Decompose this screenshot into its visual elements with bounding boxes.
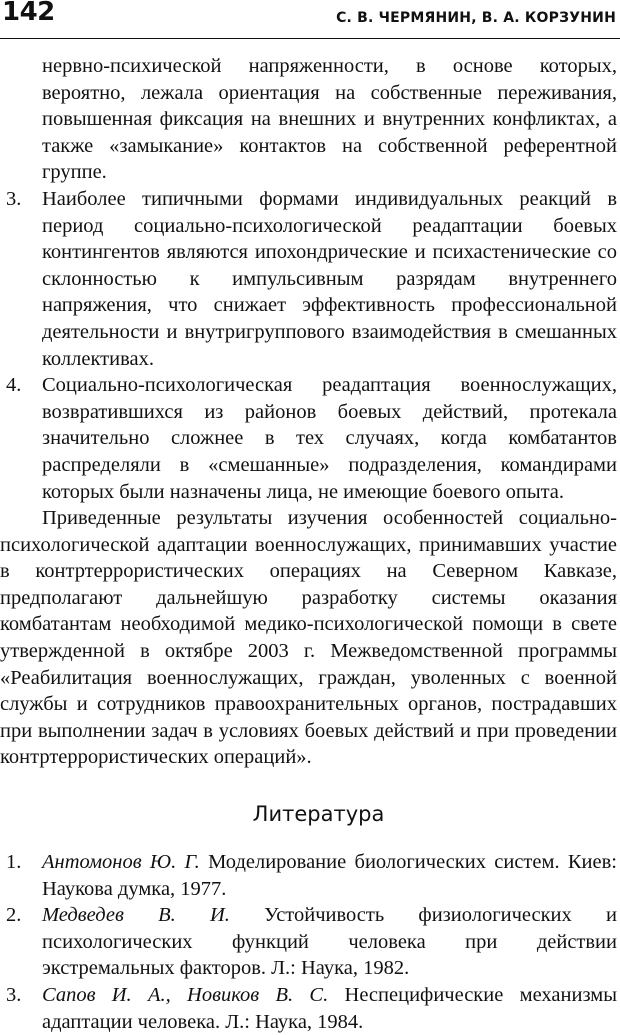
reference-number: 3. (6, 984, 22, 1006)
running-head: С. В. ЧЕРМЯНИН, В. А. КОРЗУНИН (336, 10, 616, 26)
continuation-paragraph: нервно-психической напряженности, в основе которых, вероятно, лежала ориентация на собственные переживания, повышенная фиксация на внешних и внутренних конфликтах, а также «замыкание» контактов на собственной референтной группе. (42, 55, 617, 184)
page-body (0, 53, 617, 1035)
reference-number: 2. (6, 904, 22, 927)
reference-item (0, 849, 617, 902)
list-item-number: 3. (6, 187, 22, 210)
list-item-text: Наиболее типичными формами индивидуальных реакций в период социально-психологической реадаптации боевых контингентов являются ипохондрические и психастенические со склонностью к импульсивным разрядам внутреннего напряжения, что снижает эффективность профессиональной деятельности и внутригруппового взаимодействия в смешанных коллективах. (42, 187, 617, 370)
references-title: Литература (252, 802, 385, 827)
list-item-number: 4. (6, 374, 22, 397)
reference-item (0, 982, 617, 1035)
reference-author: Медведев В. И. (42, 904, 230, 927)
reference-author: Сапов И. А., Новиков В. С. (42, 984, 329, 1006)
list-item (0, 372, 617, 505)
reference-text: Неспецифические механизмы адаптации человека. Л.: Наука, 1984. (42, 984, 618, 1033)
reference-number: 1. (6, 851, 22, 874)
page-header (0, 0, 620, 39)
conclusion-paragraph: Приведенные результаты изучения особенностей социально-психологической адаптации военнослужащих, принимавших участие в контртеррористических операциях на Северном Кавказе, предполагают дальнейшую разработку системы оказания комбатантам необходимой медико-психологической помощи в свете утвержденной в октябре 2003 г. Межведомственной программы «Реабилитация военнослужащих, граждан, уволенных с военной службы и сотрудников правоохранительных органов, пострадавших при выполнении задач в условиях боевых действий и при проведении контртеррористических операций». (0, 507, 617, 769)
list-item (0, 186, 617, 372)
reference-item (0, 902, 617, 982)
references-list (0, 849, 617, 1035)
page-number: 142 (2, 0, 55, 27)
reference-text: Моделирование биологических систем. Киев: Наукова думка, 1977. (42, 851, 617, 900)
reference-author: Антомонов Ю. Г. (42, 851, 200, 874)
list-item-text: Социально-психологическая реадаптация военнослужащих, возвратившихся из районов боевых действий, протекала значительно сложнее в тех случаях, когда комбатантов распределяли в «смешанные» подразделения, командирами которых были назначены лица, не имеющие боевого опыта. (42, 374, 617, 503)
reference-text: Устойчивость физиологических и психологических функций человека при действии экстремальных факторов. Л.: Наука, 1982. (42, 904, 617, 980)
findings-list (0, 186, 617, 505)
